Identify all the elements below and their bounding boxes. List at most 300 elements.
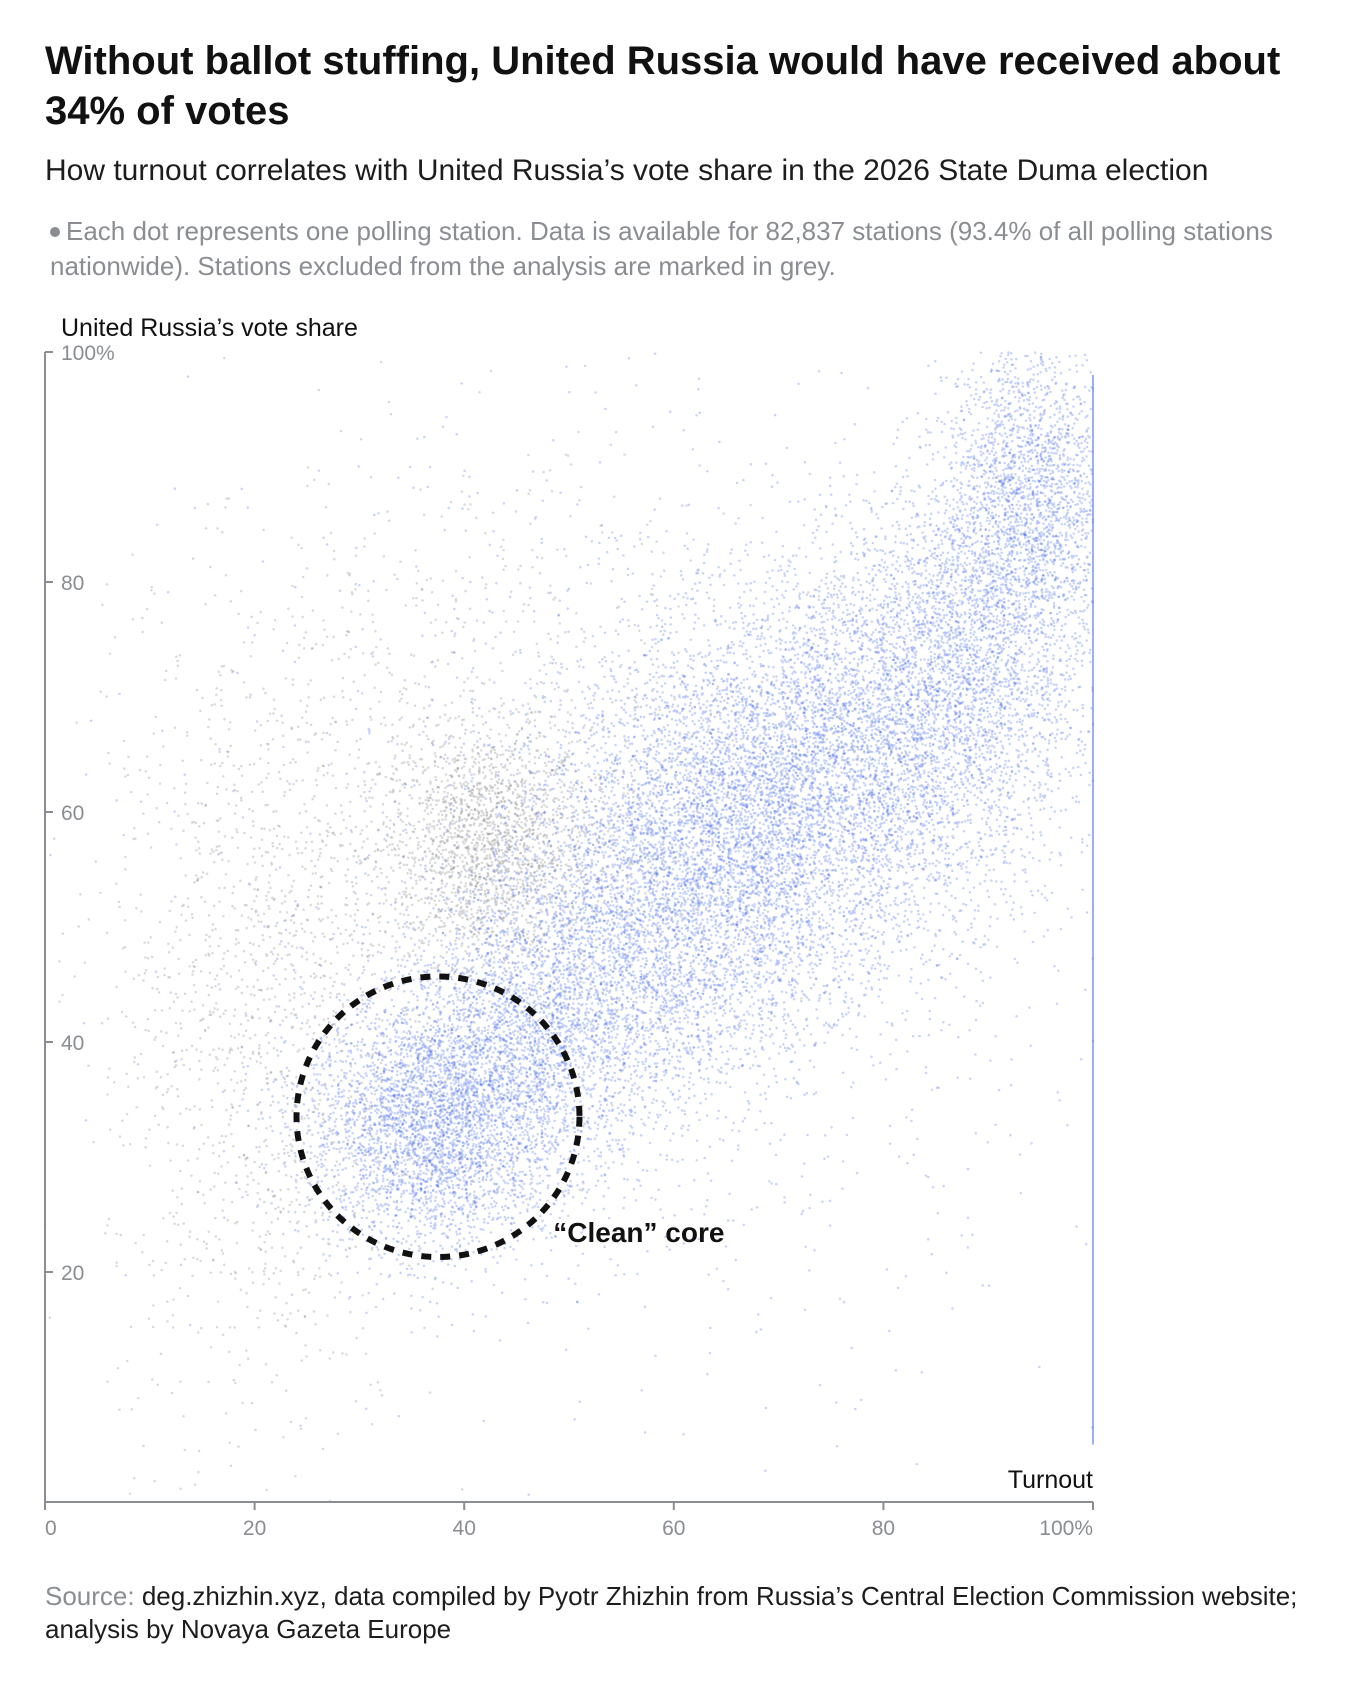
excluded-point-2015: [177, 1034, 180, 1037]
excluded-point-598: [374, 866, 377, 869]
excluded-point-1846: [187, 905, 190, 908]
excluded-point-2411: [274, 1296, 277, 1299]
excluded-point-1270: [463, 909, 466, 912]
excluded-point-36: [380, 850, 383, 853]
excluded-point-2921: [391, 765, 394, 768]
excluded-point-2167: [166, 1091, 169, 1094]
excluded-point-2661: [370, 1107, 373, 1110]
excluded-point-1414: [522, 863, 525, 866]
excluded-point-210: [489, 856, 492, 859]
excluded-point-2546: [342, 943, 345, 946]
excluded-point-609: [436, 848, 439, 851]
excluded-point-2416: [326, 1036, 329, 1039]
excluded-point-3517: [440, 1018, 443, 1021]
excluded-point-3804: [240, 1051, 243, 1054]
excluded-point-2143: [312, 1087, 315, 1090]
excluded-point-2115: [141, 631, 144, 634]
excluded-point-1512: [521, 891, 524, 894]
excluded-point-867: [515, 888, 518, 891]
excluded-point-3862: [399, 912, 402, 915]
excluded-point-3759: [590, 582, 593, 585]
excluded-point-2576: [225, 873, 228, 876]
excluded-point-2397: [230, 1273, 233, 1276]
excluded-point-2549: [153, 1480, 156, 1483]
excluded-point-3614: [403, 913, 406, 916]
excluded-point-3083: [488, 1000, 491, 1003]
excluded-point-3795: [518, 863, 521, 866]
excluded-point-957: [382, 821, 385, 824]
excluded-point-3220: [516, 733, 519, 736]
excluded-point-2772: [272, 953, 275, 956]
excluded-point-3691: [519, 582, 522, 585]
excluded-point-2829: [218, 887, 221, 890]
included-point-654: [286, 1103, 289, 1106]
included-point-788: [403, 1056, 406, 1059]
included-point-175: [448, 1229, 451, 1232]
excluded-point-4037: [305, 810, 308, 813]
excluded-point-3895: [297, 544, 300, 547]
included-point-747: [372, 1068, 375, 1071]
excluded-point-1842: [179, 1488, 182, 1491]
excluded-point-1617: [411, 852, 414, 855]
excluded-point-2991: [453, 787, 456, 790]
excluded-point-2253: [306, 826, 309, 829]
excluded-point-175: [302, 779, 305, 782]
excluded-point-2288: [175, 677, 178, 680]
excluded-point-1553: [532, 777, 535, 780]
excluded-point-2844: [238, 969, 241, 972]
excluded-point-748: [544, 878, 547, 881]
excluded-point-2002: [137, 1077, 140, 1080]
excluded-point-2800: [292, 683, 295, 686]
excluded-point-2770: [222, 775, 225, 778]
included-point-208: [544, 1224, 547, 1227]
excluded-point-3426: [414, 1020, 417, 1023]
excluded-point-465: [335, 787, 338, 790]
excluded-point-3219: [517, 786, 520, 789]
excluded-point-3245: [346, 572, 349, 575]
excluded-point-3588: [232, 670, 235, 673]
excluded-point-2294: [243, 1089, 246, 1092]
excluded-point-2051: [373, 1170, 376, 1173]
excluded-point-2297: [301, 927, 304, 930]
excluded-point-940: [477, 817, 480, 820]
excluded-point-2185: [382, 803, 385, 806]
excluded-point-2551: [148, 1318, 151, 1321]
excluded-point-1757: [129, 1492, 132, 1495]
excluded-point-1358: [420, 898, 423, 901]
excluded-point-2351: [246, 1175, 249, 1178]
excluded-point-2388: [320, 920, 323, 923]
excluded-point-3580: [483, 682, 486, 685]
excluded-point-785: [459, 798, 462, 801]
excluded-point-3066: [249, 655, 252, 658]
excluded-point-1940: [196, 1258, 199, 1261]
excluded-point-3924: [122, 947, 125, 950]
excluded-point-1297: [422, 924, 425, 927]
excluded-point-4095: [423, 513, 426, 516]
excluded-point-3306: [360, 438, 363, 441]
excluded-point-2711: [354, 850, 357, 853]
excluded-point-2385: [359, 738, 362, 741]
excluded-point-3033: [522, 884, 525, 887]
excluded-point-716: [410, 786, 413, 789]
excluded-point-4042: [547, 748, 550, 751]
excluded-point-3920: [468, 812, 471, 815]
included-point-274: [365, 1192, 368, 1195]
included-point-477: [491, 1197, 494, 1200]
excluded-point-279: [392, 772, 395, 775]
excluded-point-1953: [188, 965, 191, 968]
excluded-point-786: [581, 782, 584, 785]
excluded-point-3563: [566, 668, 569, 671]
excluded-point-3378: [439, 746, 442, 749]
excluded-point-1885: [197, 1471, 200, 1474]
excluded-point-2000: [202, 1193, 205, 1196]
excluded-point-3978: [460, 881, 463, 884]
excluded-point-2306: [234, 955, 237, 958]
excluded-point-4173: [305, 711, 308, 714]
excluded-point-1622: [356, 740, 359, 743]
included-point-207: [496, 1152, 499, 1155]
excluded-point-1895: [368, 1210, 371, 1213]
excluded-point-3725: [240, 1080, 243, 1083]
excluded-point-1026: [441, 856, 444, 859]
excluded-point-2850: [156, 1071, 159, 1074]
excluded-point-1261: [478, 772, 481, 775]
excluded-point-765: [442, 745, 445, 748]
excluded-point-1872: [217, 1069, 220, 1072]
excluded-point-3848: [301, 955, 304, 958]
excluded-point-2566: [261, 855, 264, 858]
excluded-point-2813: [237, 929, 240, 932]
excluded-point-3285: [357, 756, 360, 759]
excluded-point-2069: [260, 1056, 263, 1059]
excluded-point-425: [544, 861, 547, 864]
excluded-point-1555: [425, 870, 428, 873]
excluded-point-3729: [412, 724, 415, 727]
excluded-point-3911: [509, 762, 512, 765]
excluded-point-2470: [173, 787, 176, 790]
excluded-point-2140: [236, 1242, 239, 1245]
excluded-point-2809: [235, 943, 238, 946]
excluded-point-3622: [556, 782, 559, 785]
included-point-750: [564, 1167, 567, 1170]
excluded-point-2808: [205, 527, 208, 530]
excluded-point-3385: [375, 646, 378, 649]
excluded-point-2382: [212, 850, 215, 853]
excluded-point-2123: [120, 1234, 123, 1237]
excluded-point-2777: [168, 951, 171, 954]
excluded-point-2339: [292, 935, 295, 938]
excluded-point-2025: [345, 1353, 348, 1356]
excluded-point-3818: [644, 928, 647, 931]
excluded-point-2071: [284, 978, 287, 981]
excluded-point-3657: [474, 885, 477, 888]
excluded-point-1233: [544, 789, 547, 792]
excluded-point-654: [497, 893, 500, 896]
excluded-point-4112: [311, 1097, 314, 1100]
excluded-point-1916: [205, 954, 208, 957]
excluded-point-1820: [308, 1025, 311, 1028]
excluded-point-2765: [184, 803, 187, 806]
excluded-point-1562: [486, 787, 489, 790]
excluded-point-1492: [513, 820, 516, 823]
excluded-point-3088: [502, 539, 505, 542]
excluded-point-2133: [248, 808, 251, 811]
excluded-point-2231: [143, 941, 146, 944]
excluded-point-4000: [277, 824, 280, 827]
excluded-point-2340: [213, 1172, 216, 1175]
excluded-point-1838: [300, 1118, 303, 1121]
excluded-point-1804: [156, 1384, 159, 1387]
excluded-point-448: [495, 771, 498, 774]
excluded-point-3001: [531, 549, 534, 552]
excluded-point-2407: [129, 1143, 132, 1146]
included-point-660: [462, 1211, 465, 1214]
excluded-point-3554: [560, 762, 563, 765]
excluded-point-1737: [218, 900, 221, 903]
included-point-666: [423, 1264, 426, 1267]
excluded-point-2735: [270, 1071, 273, 1074]
excluded-point-3555: [175, 655, 178, 658]
excluded-point-4032: [482, 924, 485, 927]
included-point-176: [294, 1155, 297, 1158]
excluded-point-2907: [138, 974, 141, 977]
excluded-point-1792: [150, 936, 153, 939]
excluded-point-2260: [316, 1108, 319, 1111]
included-point-539: [448, 1218, 451, 1221]
excluded-point-2944: [307, 466, 310, 469]
included-point-615: [369, 1139, 372, 1142]
excluded-point-1308: [572, 790, 575, 793]
excluded-point-1883: [212, 1144, 215, 1147]
included-point-753: [436, 1134, 439, 1137]
excluded-point-2577: [335, 915, 338, 918]
excluded-point-2506: [148, 777, 151, 780]
excluded-point-3643: [799, 1039, 802, 1042]
excluded-point-2192: [230, 1133, 233, 1136]
excluded-point-1224: [425, 802, 428, 805]
excluded-point-570: [435, 914, 438, 917]
excluded-point-2223: [221, 851, 224, 854]
excluded-point-3528: [344, 874, 347, 877]
excluded-point-1551: [512, 899, 515, 902]
excluded-point-3536: [406, 1013, 409, 1016]
included-point-313: [523, 1194, 526, 1197]
excluded-point-2369: [226, 1219, 229, 1222]
excluded-point-523: [440, 810, 443, 813]
excluded-point-1666: [577, 840, 580, 843]
excluded-point-3431: [523, 603, 526, 606]
excluded-point-1761: [359, 987, 362, 990]
excluded-point-2663: [184, 1449, 187, 1452]
excluded-point-2375: [230, 1114, 233, 1117]
excluded-point-151: [475, 853, 478, 856]
excluded-point-2194: [233, 886, 236, 889]
excluded-point-3943: [311, 647, 314, 650]
excluded-point-864: [470, 799, 473, 802]
excluded-point-2818: [154, 716, 157, 719]
excluded-point-980: [532, 829, 535, 832]
excluded-point-442: [430, 811, 433, 814]
excluded-point-3384: [423, 818, 426, 821]
excluded-point-1917: [237, 1047, 240, 1050]
excluded-point-2319: [300, 547, 303, 550]
excluded-point-1999: [124, 775, 127, 778]
excluded-point-2320: [101, 604, 104, 607]
excluded-point-1945: [345, 720, 348, 723]
excluded-point-3437: [482, 723, 485, 726]
excluded-point-3453: [800, 997, 803, 1000]
excluded-point-2018: [115, 1265, 118, 1268]
excluded-point-1236: [453, 784, 456, 787]
excluded-point-3732: [197, 877, 200, 880]
included-point-320: [334, 1120, 337, 1123]
included-point-793: [361, 1217, 364, 1220]
excluded-point-13: [483, 910, 486, 913]
excluded-point-414: [561, 934, 564, 937]
excluded-point-3377: [611, 1104, 614, 1107]
excluded-point-3161: [367, 599, 370, 602]
excluded-point-3468: [322, 764, 325, 767]
excluded-point-1856: [258, 1118, 261, 1121]
excluded-point-2775: [273, 1312, 276, 1315]
excluded-point-3803: [267, 804, 270, 807]
excluded-point-1214: [465, 905, 468, 908]
excluded-point-3214: [385, 899, 388, 902]
excluded-point-9: [472, 839, 475, 842]
excluded-point-4131: [391, 836, 394, 839]
excluded-point-3332: [525, 918, 528, 921]
included-point-273: [397, 1209, 400, 1212]
excluded-point-1692: [159, 921, 162, 924]
excluded-point-2727: [179, 1170, 182, 1173]
excluded-point-958: [426, 823, 429, 826]
excluded-point-3799: [345, 827, 348, 830]
excluded-point-3400: [318, 855, 321, 858]
excluded-point-2325: [340, 1107, 343, 1110]
excluded-point-3501: [223, 887, 226, 890]
excluded-point-2172: [207, 1026, 210, 1029]
excluded-point-1263: [509, 756, 512, 759]
excluded-point-2343: [304, 1288, 307, 1291]
excluded-point-1446: [466, 888, 469, 891]
included-point-728: [503, 1148, 506, 1151]
excluded-point-4100: [477, 752, 480, 755]
excluded-point-1975: [254, 861, 257, 864]
excluded-point-385: [540, 883, 543, 886]
excluded-point-1513: [543, 770, 546, 773]
excluded-point-3903: [305, 631, 308, 634]
excluded-point-2289: [311, 798, 314, 801]
excluded-point-4024: [583, 640, 586, 643]
included-point-206: [419, 1137, 422, 1140]
excluded-point-1030: [411, 857, 414, 860]
excluded-point-1469: [472, 856, 475, 859]
excluded-point-2128: [177, 665, 180, 668]
excluded-point-1998: [224, 1009, 227, 1012]
excluded-point-2823: [245, 1030, 248, 1033]
excluded-point-3348: [658, 708, 661, 711]
included-point-579: [437, 1047, 440, 1050]
excluded-point-1065: [434, 760, 437, 763]
excluded-point-2134: [152, 1326, 155, 1329]
excluded-point-1763: [232, 765, 235, 768]
excluded-point-108: [470, 917, 473, 920]
excluded-point-2997: [181, 760, 184, 763]
included-point-582: [455, 1248, 458, 1251]
excluded-point-3430: [258, 847, 261, 850]
included-point-462: [417, 1188, 420, 1191]
excluded-point-2855: [283, 794, 286, 797]
excluded-point-3174: [314, 961, 317, 964]
excluded-point-2817: [131, 1408, 134, 1411]
excluded-point-3193: [123, 740, 126, 743]
excluded-point-1778: [227, 802, 230, 805]
excluded-point-1476: [431, 889, 434, 892]
excluded-point-3415: [614, 1008, 617, 1011]
excluded-point-4098: [489, 833, 492, 836]
excluded-point-3160: [415, 604, 418, 607]
excluded-point-3737: [366, 903, 369, 906]
excluded-point-3807: [271, 842, 274, 845]
excluded-point-3813: [262, 529, 265, 532]
excluded-point-3026: [529, 489, 532, 492]
excluded-point-1521: [391, 849, 394, 852]
included-point-51: [407, 1207, 410, 1210]
excluded-point-2163: [284, 1255, 287, 1258]
excluded-point-1672: [387, 881, 390, 884]
excluded-point-896: [439, 827, 442, 830]
excluded-point-1899: [265, 1363, 268, 1366]
excluded-point-3650: [453, 635, 456, 638]
excluded-point-2149: [275, 925, 278, 928]
excluded-point-705: [492, 883, 495, 886]
excluded-point-1128: [487, 848, 490, 851]
included-point-440: [478, 1240, 481, 1243]
excluded-point-2312: [321, 1214, 324, 1217]
excluded-point-1467: [453, 761, 456, 764]
excluded-point-3867: [621, 1163, 624, 1166]
excluded-point-3258: [513, 630, 516, 633]
excluded-point-1545: [383, 902, 386, 905]
excluded-point-2861: [224, 506, 227, 509]
excluded-point-3283: [319, 848, 322, 851]
excluded-point-3602: [399, 561, 402, 564]
excluded-point-1336: [478, 796, 481, 799]
excluded-point-3085: [199, 1037, 202, 1040]
excluded-point-3801: [627, 1080, 630, 1083]
excluded-point-3500: [559, 808, 562, 811]
excluded-point-3514: [554, 596, 557, 599]
excluded-point-2400: [291, 945, 294, 948]
excluded-point-1915: [352, 1165, 355, 1168]
excluded-point-629: [431, 808, 434, 811]
excluded-point-1923: [247, 1358, 250, 1361]
excluded-point-319: [412, 950, 415, 953]
excluded-point-2354: [263, 1201, 266, 1204]
included-point-271: [452, 948, 455, 951]
included-point-693: [490, 1231, 493, 1234]
excluded-point-1366: [442, 757, 445, 760]
excluded-point-1423: [565, 863, 568, 866]
excluded-point-3328: [661, 691, 664, 694]
excluded-point-2819: [279, 1210, 282, 1213]
excluded-point-2938: [322, 999, 325, 1002]
included-point-75: [280, 1073, 283, 1076]
excluded-point-3472: [685, 504, 688, 507]
